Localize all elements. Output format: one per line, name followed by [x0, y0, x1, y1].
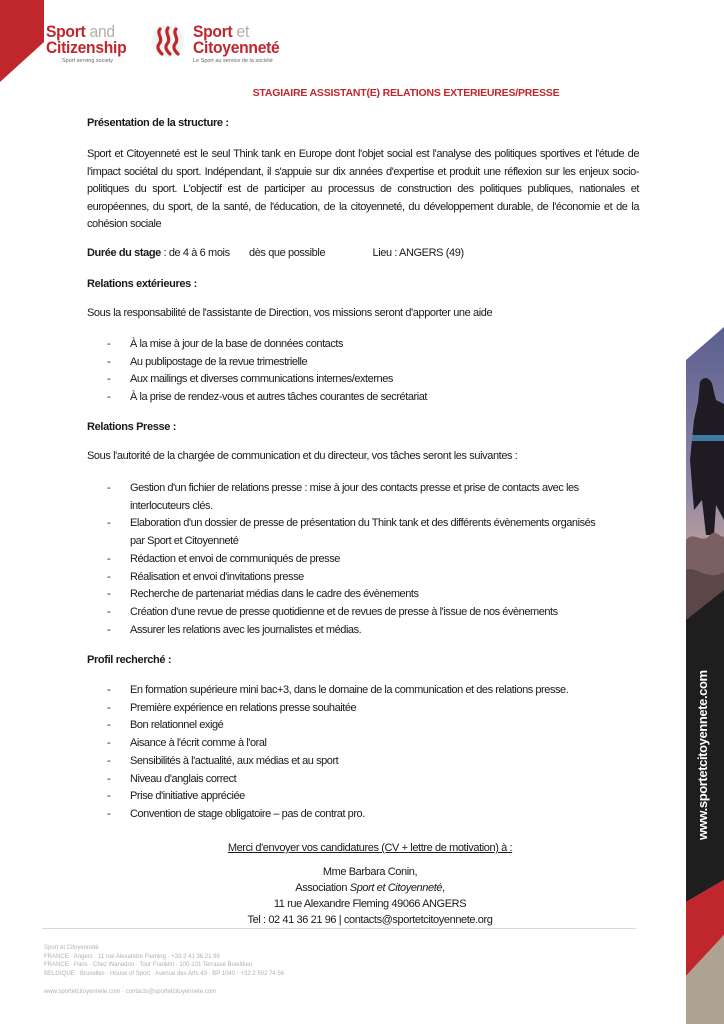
contact-address: 11 rue Alexandre Fleming 49066 ANGERS [273, 898, 467, 910]
section-heading-press-relations: Relations Presse : [87, 421, 177, 433]
contact-phone-email[interactable]: Tel : 02 41 36 21 96 | contacts@sportetcitoyennete.org [247, 914, 493, 926]
application-contact [180, 840, 560, 928]
logo-french: Sport et Citoyenneté Le Sport au service de la société [193, 24, 287, 64]
profile-list [87, 682, 639, 824]
location: Lieu : ANGERS (49) [372, 247, 464, 259]
list-item: - Bon relationnel exigé [107, 719, 224, 732]
page-title: STAGIAIRE ASSISTANT(E) RELATIONS EXTERIEURES/PRESSE [252, 87, 560, 99]
duration-label: Durée du stage [87, 247, 161, 259]
logo-swirl-icon [151, 24, 185, 58]
list-item: - Création d'une revue de presse quotidienne et de revues de presse à l'issue de nos évènements [107, 605, 558, 618]
list-item: - Assurer les relations avec les journalistes et médias. [107, 623, 362, 636]
application-cta: Merci d'envoyer vos candidatures (CV + lettre de motivation) à : [227, 842, 513, 854]
list-item: - Elaboration d'un dossier de presse de présentation du Think tank et des différents évènements organisés par Sport et Citoyenneté [107, 517, 596, 548]
logo-tagline-fr: Le Sport au service de la société [193, 58, 273, 64]
section-heading-external-relations: Relations extérieures : [87, 278, 197, 290]
list-item: - À la mise à jour de la base de données contacts [107, 338, 344, 350]
corner-decoration [0, 0, 44, 82]
external-relations-list [87, 336, 639, 407]
section-heading-profile: Profil recherché : [87, 654, 172, 666]
contact-name: Mme Barbara Conin, [322, 866, 418, 878]
list-item: - Aux mailings et diverses communications internes/externes [107, 373, 393, 386]
list-item: - Première expérience en relations presse souhaitée [107, 701, 357, 714]
sidebar-vertical-url: www.sportetcitoyennete.com [695, 670, 710, 840]
list-item: - Convention de stage obligatoire – pas de contrat pro. [107, 807, 365, 820]
list-item: - Niveau d'anglais correct [107, 772, 237, 785]
list-item: - Recherche de partenariat médias dans le cadre des évènements [107, 588, 419, 601]
list-item: - Aisance à l'écrit comme à l'oral [107, 737, 267, 750]
internship-details [87, 247, 464, 259]
page-footer [44, 944, 284, 997]
duration-value: : de 4 à 6 mois [160, 247, 230, 259]
footer-org: Sport et Citoyenneté [44, 945, 99, 951]
list-item: - Au publipostage de la revue trimestrielle [107, 355, 308, 368]
list-item: - Sensibilités à l'actualité, aux médias et au sport [107, 754, 339, 767]
footer-divider [42, 928, 636, 929]
logo-english: Sport and Citizenship Sport serving society [46, 24, 133, 64]
external-relations-intro: Sous la responsabilité de l'assistante de Direction, vos missions seront d'apporter une aide [87, 307, 493, 319]
start-date: dès que possible [249, 247, 326, 259]
list-item: - Rédaction et envoi de communiqués de presse [107, 552, 340, 565]
footer-address-line: BELGIQUE · Bruxelles · House of Sport · Avenue des Arts 43 · BP 1040 · +32 2 502 74 56 [44, 970, 285, 977]
list-item: - Réalisation et envoi d'invitations presse [107, 570, 304, 583]
press-relations-intro: Sous l'autorité de la chargée de communication et du directeur, vos tâches seront les suivantes : [87, 450, 518, 462]
section-heading-presentation: Présentation de la structure : [87, 117, 229, 129]
contact-organization: Association Sport et Citoyenneté, [295, 882, 445, 894]
footer-address-line: FRANCE · Angers · 11 rue Alexandre Fleming · +33 2 41 36 21 96 [44, 953, 220, 960]
list-item: - Gestion d'un fichier de relations presse : mise à jour des contacts presse et prise de contacts avec les interlocuteurs clés. [107, 482, 579, 512]
presentation-text: Sport et Citoyenneté est le seul Think tank en Europe dont l'objet social est l'analyse des politiques sportives et l'étude de l'impact sociétal du sport. Indépendant, il s'appuie sur dix années d'expertise et produit une réflexion sur les enjeux socio-politiques du sport. L'objectif est de participer au processus de construction des politiques publiques, nationales et européennes, du sport, de la santé, de l'éducation, de la citoyenneté, du développement durable, de l'économie et de la cohésion sociale [87, 148, 639, 231]
press-relations-list [87, 480, 607, 639]
list-item: - En formation supérieure mini bac+3, dans le domaine de la communication et des relations presse. [107, 684, 569, 696]
logo-tagline-en: Sport serving society [62, 58, 114, 64]
footer-web-links[interactable]: www.sportetcitoyennete.com · contacts@sportetcitoyennete.com [44, 989, 217, 995]
list-item: - Prise d'initiative appréciée [107, 790, 245, 803]
list-item: - À la prise de rendez-vous et autres tâches courantes de secrétariat [107, 391, 427, 404]
footer-address-line: FRANCE · Paris · Chez Wanadoo · Tour Franklin · 100-101 Terrasse Boieldieu [44, 962, 253, 968]
